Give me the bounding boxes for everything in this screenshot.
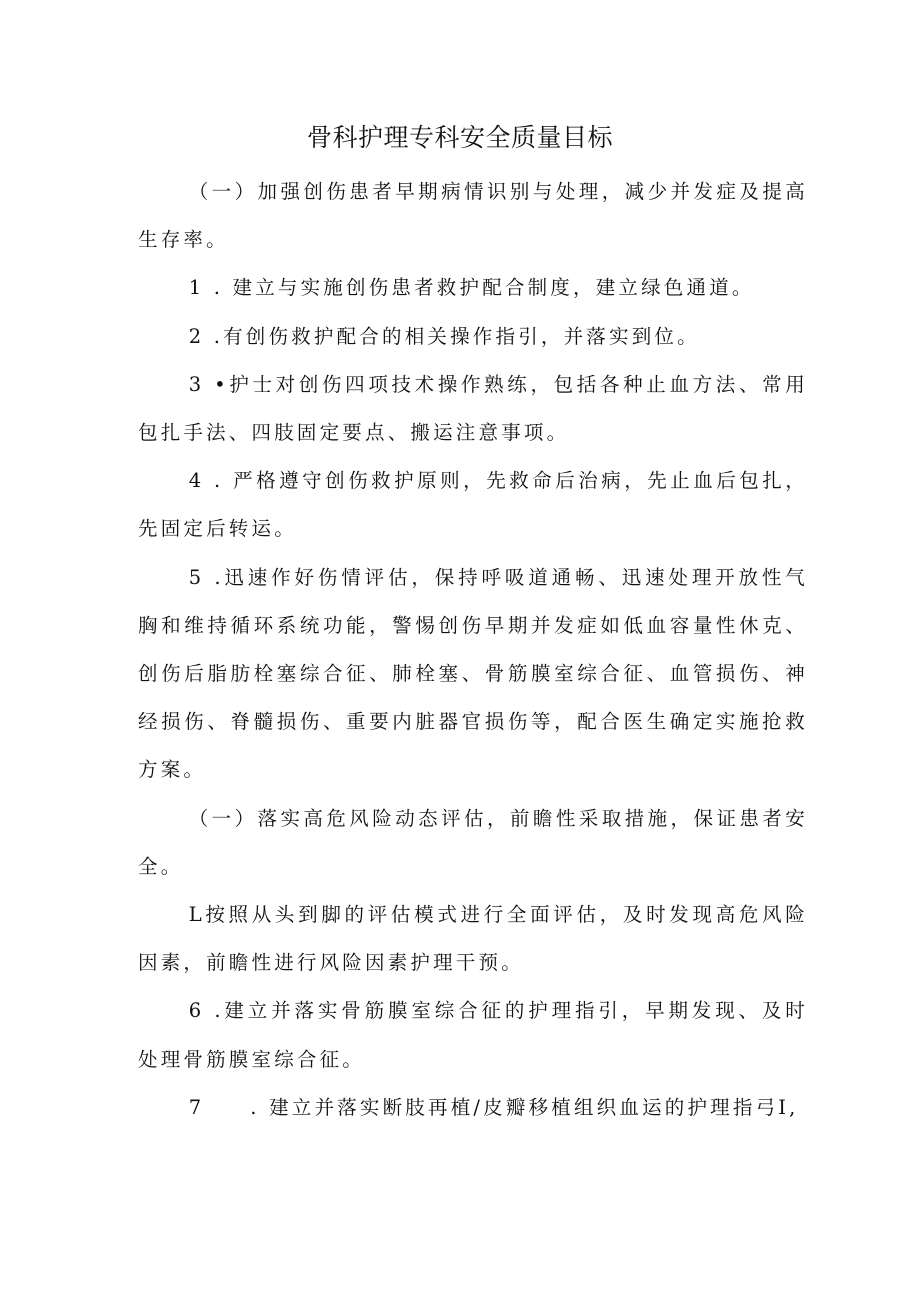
list-item-6: 6 .建立并落实骨筋膜室综合征的护理指引，早期发现、及时处理骨筋膜室综合征。: [138, 999, 808, 1071]
list-item-1: 1 . 建立与实施创伤患者救护配合制度，建立绿色通道。: [188, 276, 755, 300]
section-heading-1: （一）加强创伤患者早期病情识别与处理，减少并发症及提高生存率。: [138, 180, 808, 252]
list-item-4: 4 . 严格遵守创伤救护原则，先救命后治病，先止血后包扎，先固定后转运。: [138, 469, 808, 541]
list-item-2: 2 .有创伤救护配合的相关操作指引，并落实到位。: [188, 324, 700, 348]
document-body: [138, 168, 808, 1132]
list-item-l: L按照从头到脚的评估模式进行全面评估，及时发现高危风险因素，前瞻性进行风险因素护理干预。: [138, 903, 808, 975]
list-item-7-text: . 建立并落实断肢再植/皮瓣移植组织血运的护理指弓I,: [250, 1095, 799, 1119]
list-item-7-number: 7: [188, 1095, 205, 1119]
section-heading-2: （一）落实高危风险动态评估，前瞻性采取措施，保证患者安全。: [138, 806, 808, 878]
document-title: 骨科护理专科安全质量目标: [306, 123, 613, 152]
list-item-7: [138, 1084, 808, 1132]
list-item-5: 5 .迅速作好伤情评估，保持呼吸道通畅、迅速处理开放性气胸和维持循环系统功能，警惕创伤早期并发症如低血容量性休克、创伤后脂肪栓塞综合征、肺栓塞、骨筋膜室综合征、血管损伤、神经损伤、脊髓损伤、重要内脏器官损伤等，配合医生确定实施抢救方案。: [138, 565, 808, 782]
list-item-3: 3 •护士对创伤四项技术操作熟练，包括各种止血方法、常用包扎手法、四肢固定要点、搬运注意事项。: [138, 372, 808, 445]
